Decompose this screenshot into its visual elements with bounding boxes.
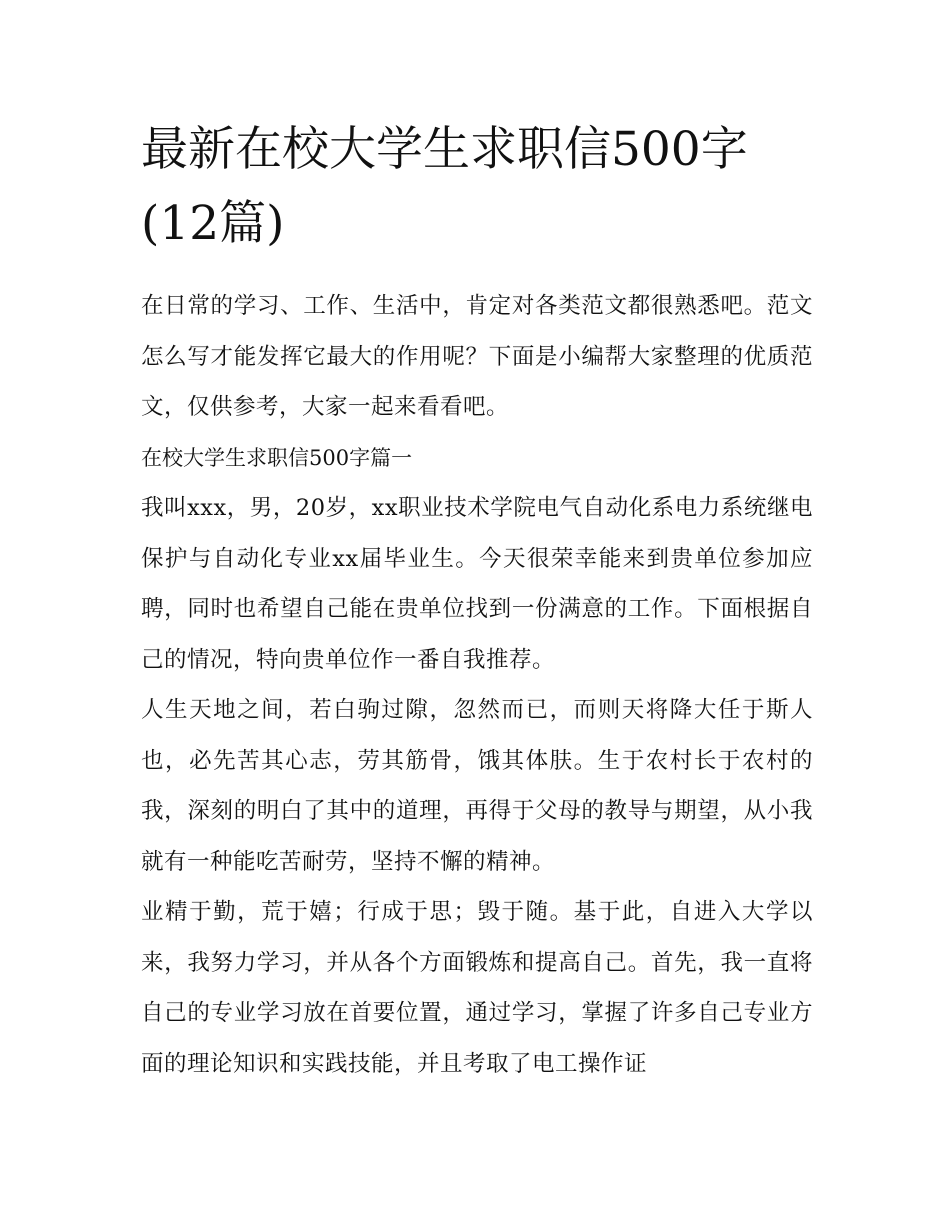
intro-paragraph: 在日常的学习、工作、生活中，肯定对各类范文都很熟悉吧。范文怎么写才能发挥它最大的作用呢？下面是小编帮大家整理的优质范文，仅供参考，大家一起来看看吧。 — [141, 293, 813, 420]
body-paragraph-1: 我叫xxx，男，20岁，xx职业技术学院电气自动化系电力系统继电保护与自动化专业xx届毕业生。今天很荣幸能来到贵单位参加应聘，同时也希望自己能在贵单位找到一份满意的工作。下面根据自己的情况，特向贵单位作一番自我推荐。 — [141, 495, 813, 673]
title-line-1: 最新在校大学生求职信500字 — [141, 122, 748, 177]
title-line-2: (12篇) — [141, 196, 285, 251]
document-title — [141, 113, 813, 261]
section-heading: 在校大学生求职信500字篇一 — [141, 445, 413, 470]
document-page — [141, 113, 813, 1089]
body-paragraph-3: 业精于勤，荒于嬉；行成于思；毁于随。基于此，自进入大学以来，我努力学习，并从各个方面锻炼和提高自己。首先，我一直将自己的专业学习放在首要位置，通过学习，掌握了许多自己专业方面的理论知识和实践技能，并且考取了电工操作证 — [141, 899, 813, 1077]
body-paragraph-2: 人生天地之间，若白驹过隙，忽然而已，而则天将降大任于斯人也，必先苦其心志，劳其筋骨，饿其体肤。生于农村长于农村的我，深刻的明白了其中的道理，再得于父母的教导与期望，从小我就有一种能吃苦耐劳，坚持不懈的精神。 — [141, 697, 813, 875]
